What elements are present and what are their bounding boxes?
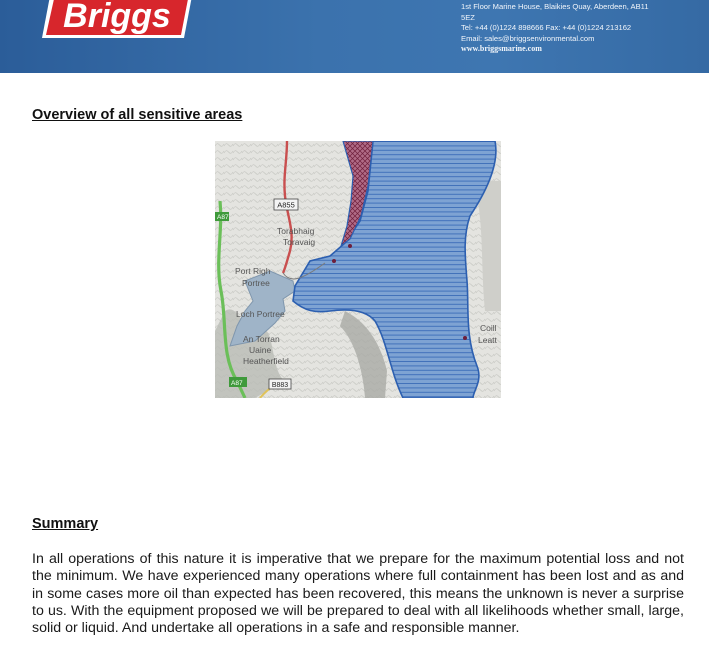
summary-paragraph: In all operations of this nature it is imperative that we prepare for the maximum potential loss and not the minimum. We have experienced many operations where full containment has been lost and as and in some cases more oil than expected has been recovered, this means the unknown is never a surprise to us. With the equipment proposed we will be prepared to deal with all likelihoods whether small, large, solid or liquid. And undertake all operations in a safe and responsible manner.	[32, 551, 684, 637]
label-coille: Coill	[480, 323, 497, 333]
website-link[interactable]: www.briggsmarine.com	[461, 44, 542, 54]
label-toravaig: Toravaig	[283, 237, 316, 247]
label-torabhaig: Torabhaig	[277, 226, 315, 236]
summary-title: Summary	[32, 516, 99, 532]
logo-text: Briggs	[63, 0, 171, 35]
label-heatherfield: Heatherfield	[243, 356, 289, 366]
site-marker	[348, 244, 352, 248]
label-a87-top: A87	[217, 214, 229, 221]
label-uaine: Uaine	[249, 345, 272, 355]
briggs-logo	[42, 0, 192, 40]
label-loch-portree: Loch Portree	[236, 309, 285, 319]
address-line-1: 1st Floor Marine House, Blaikies Quay, Aberdeen, AB11	[461, 2, 649, 11]
email[interactable]: Email: sales@briggsenvironmental.com	[461, 33, 595, 43]
address-line-2: 5EZ	[461, 12, 475, 22]
sensitive-areas-map	[215, 141, 501, 398]
label-portree: Portree	[242, 278, 270, 288]
label-a855: A855	[277, 200, 295, 210]
label-leathad: Leatt	[478, 335, 497, 345]
contact-block	[461, 2, 701, 55]
label-b883: B883	[271, 382, 289, 389]
label-port-righ: Port Righ	[235, 266, 271, 276]
label-a87-bottom: A87	[231, 380, 243, 387]
site-marker	[332, 259, 336, 263]
site-marker	[463, 336, 467, 340]
overview-title: Overview of all sensitive areas	[32, 107, 243, 123]
phone-fax: Tel: +44 (0)1224 898666 Fax: +44 (0)1224 213162	[461, 23, 632, 33]
page-header	[0, 0, 709, 73]
label-an-torran: An Torran	[243, 334, 280, 344]
